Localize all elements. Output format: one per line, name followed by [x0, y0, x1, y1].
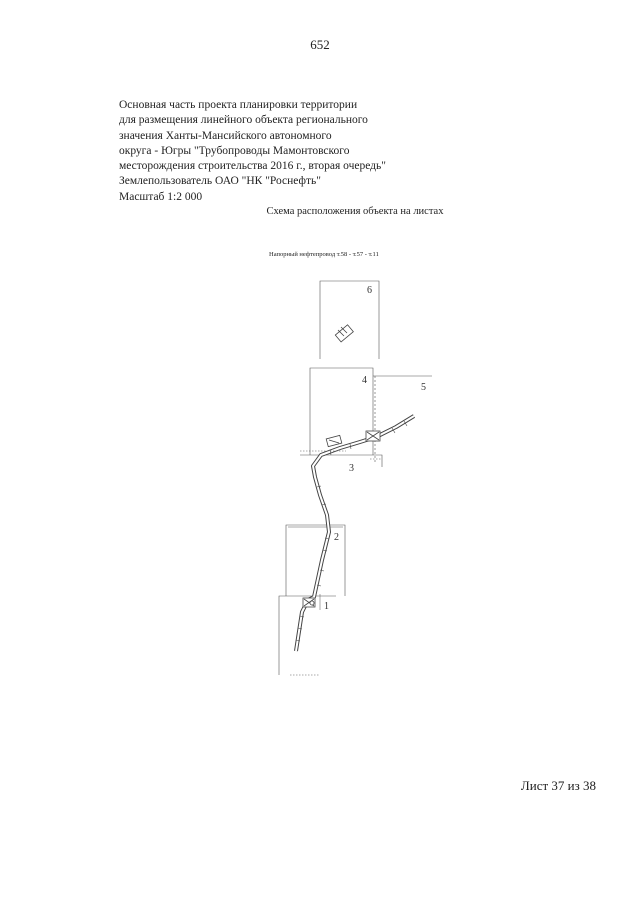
sheet-label-2: 2 — [334, 532, 339, 543]
page-number: 652 — [310, 37, 330, 52]
sheet-counter: Лист 37 из 38 — [520, 778, 596, 793]
header-line: значения Ханты-Мансийского автономного — [119, 129, 332, 142]
sheet-label-6: 6 — [367, 285, 372, 296]
sheet-label-1: 1 — [324, 601, 329, 612]
header-line: Основная часть проекта планировки территории — [119, 99, 358, 111]
header-line: Масштаб 1:2 000 — [119, 190, 203, 203]
site-plot-6 — [335, 325, 353, 342]
route-caption: Напорный нефтепровод т.58 - т.57 - т.11 — [269, 251, 379, 258]
header-line: месторождения строительства 2016 г., вторая очередь" — [119, 160, 386, 173]
pipeline-route — [296, 416, 414, 651]
header-line: Землепользователь ОАО "НК "Роснефть" — [119, 175, 321, 188]
sheet-label-4: 4 — [362, 375, 367, 386]
header-line: округа - Югры "Трубопроводы Мамонтовского — [119, 144, 350, 157]
sheet-label-3: 3 — [349, 463, 354, 474]
header-line: для размещения линейного объекта регионального — [119, 114, 368, 127]
scheme-title: Схема расположения объекта на листах — [266, 206, 444, 217]
sheet-label-5: 5 — [421, 382, 426, 393]
